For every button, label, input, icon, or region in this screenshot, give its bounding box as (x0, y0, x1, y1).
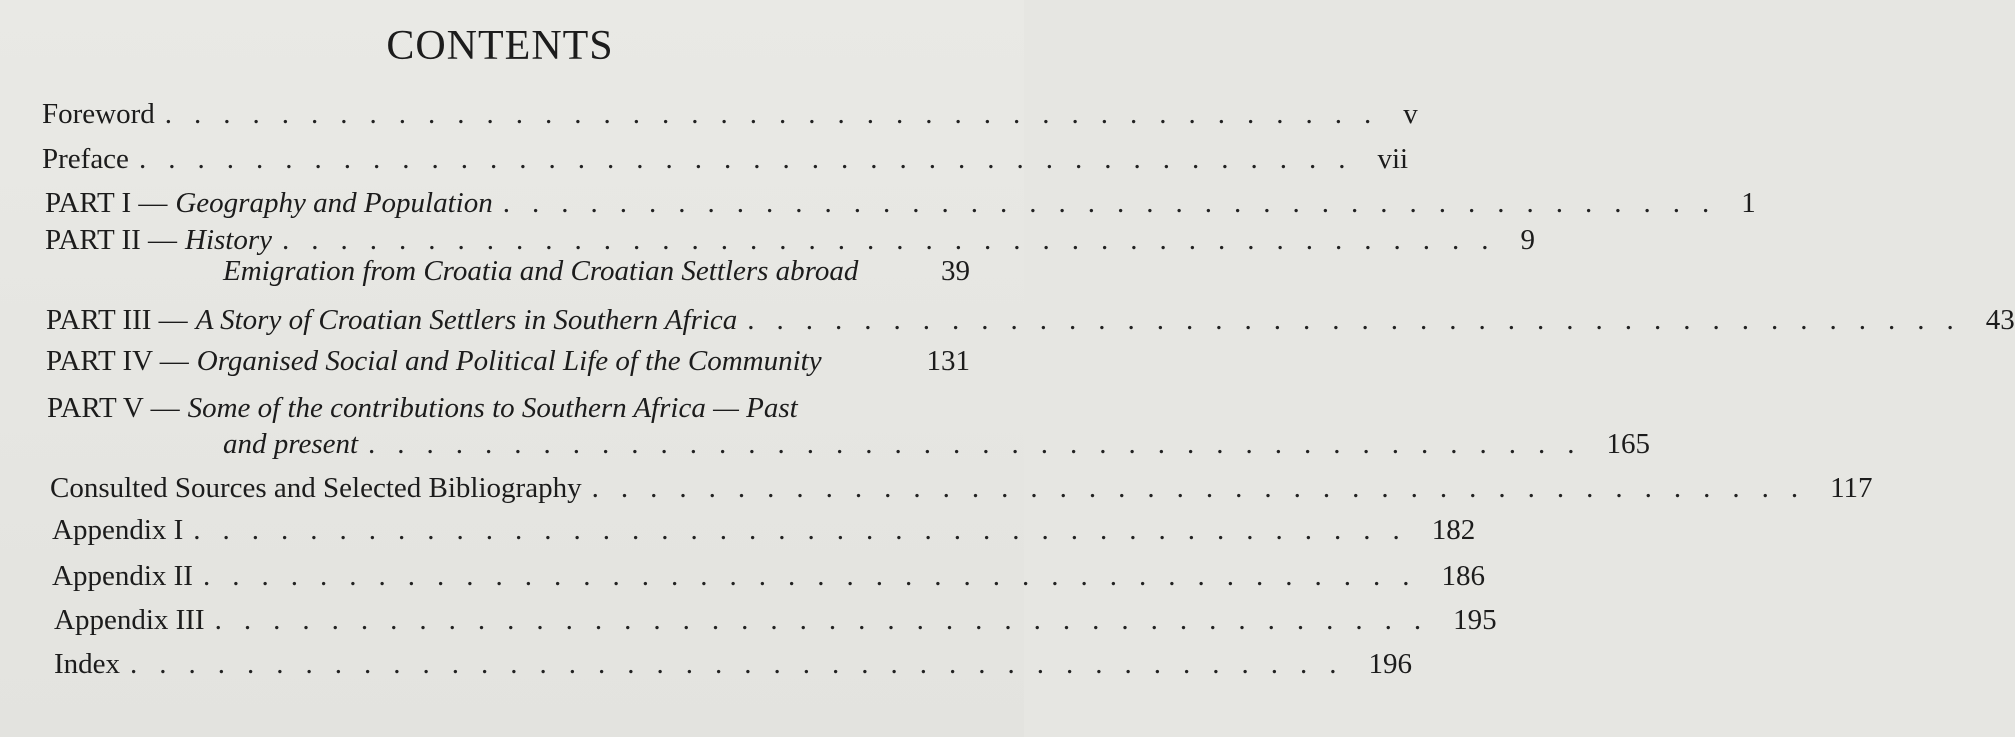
toc-part-title: A Story of Croatian Settlers in Southern Africa (195, 304, 738, 336)
toc-page-number: v (1403, 98, 1418, 130)
toc-entry-part-3[interactable] (46, 304, 2015, 337)
toc-part-title: Some of the contributions to Southern Africa — Past (187, 392, 798, 424)
toc-entry-foreword[interactable] (42, 98, 1418, 131)
toc-entry-part-4[interactable] (46, 345, 970, 378)
toc-part-label: PART V — (47, 392, 180, 424)
toc-entry-preface[interactable] (42, 143, 1409, 176)
toc-page-number: vii (1377, 143, 1409, 175)
toc-part-title: Geography and Population (175, 187, 493, 219)
dot-leader: .......................................... (193, 514, 1422, 546)
dot-leader: .......................................... (282, 224, 1511, 256)
toc-label: Foreword (42, 98, 155, 130)
toc-entry-part-1[interactable] (45, 187, 1756, 220)
toc-part-title-continued: and present (223, 428, 359, 460)
toc-label: Consulted Sources and Selected Bibliography (50, 472, 582, 504)
toc-entry-emigration[interactable] (223, 255, 970, 288)
toc-entry-bibliography[interactable] (50, 472, 1873, 505)
dot-leader: .......................................... (214, 604, 1444, 636)
toc-page-number: 117 (1830, 472, 1873, 504)
dot-leader: .......................................... (138, 143, 1368, 175)
toc-page-number: 165 (1606, 428, 1651, 460)
toc-label: Appendix II (52, 560, 193, 592)
toc-label: Appendix I (52, 514, 184, 546)
dot-leader: .......................................... (591, 472, 1821, 504)
toc-part-title: Organised Social and Political Life of the Community (196, 345, 822, 377)
toc-page-number: 39 (941, 255, 970, 287)
toc-label: Index (54, 648, 121, 680)
toc-page-number: 195 (1453, 604, 1497, 636)
page-title: CONTENTS (386, 23, 614, 69)
toc-part-label: PART I — (45, 187, 168, 219)
dot-leader: .......................................... (164, 98, 1394, 130)
toc-page-number: 196 (1368, 648, 1413, 680)
dot-leader: .......................................... (130, 648, 1359, 680)
toc-part-title: History (185, 224, 273, 256)
toc-entry-appendix-2[interactable] (52, 560, 1485, 593)
toc-page-number: 182 (1431, 514, 1476, 546)
toc-label: Appendix III (54, 604, 205, 636)
toc-entry-part-5[interactable] (47, 392, 970, 425)
toc-part-label: PART II — (45, 224, 178, 256)
toc-page-number: 131 (926, 345, 970, 377)
dot-leader: .......................................... (202, 560, 1432, 592)
dot-leader: .......................................... (368, 428, 1597, 460)
toc-entry-appendix-1[interactable] (52, 514, 1476, 547)
toc-page-number: 1 (1741, 187, 1756, 219)
dot-leader: .......................................... (502, 187, 1732, 219)
toc-part-label: PART IV — (46, 345, 189, 377)
toc-page-number: 9 (1520, 224, 1536, 256)
toc-entry-part-5-continued[interactable] (223, 428, 1651, 461)
dot-leader: .......................................... (747, 304, 1976, 336)
toc-page-number: 186 (1441, 560, 1485, 592)
toc-entry-appendix-3[interactable] (54, 604, 1497, 637)
toc-sub-title: Emigration from Croatia and Croatian Settlers abroad (223, 255, 859, 287)
toc-part-label: PART III — (46, 304, 188, 336)
toc-entry-part-2[interactable] (45, 224, 1536, 257)
toc-label: Preface (42, 143, 129, 175)
toc-page-number: 43 (1985, 304, 2015, 336)
toc-entry-index[interactable] (54, 648, 1413, 681)
